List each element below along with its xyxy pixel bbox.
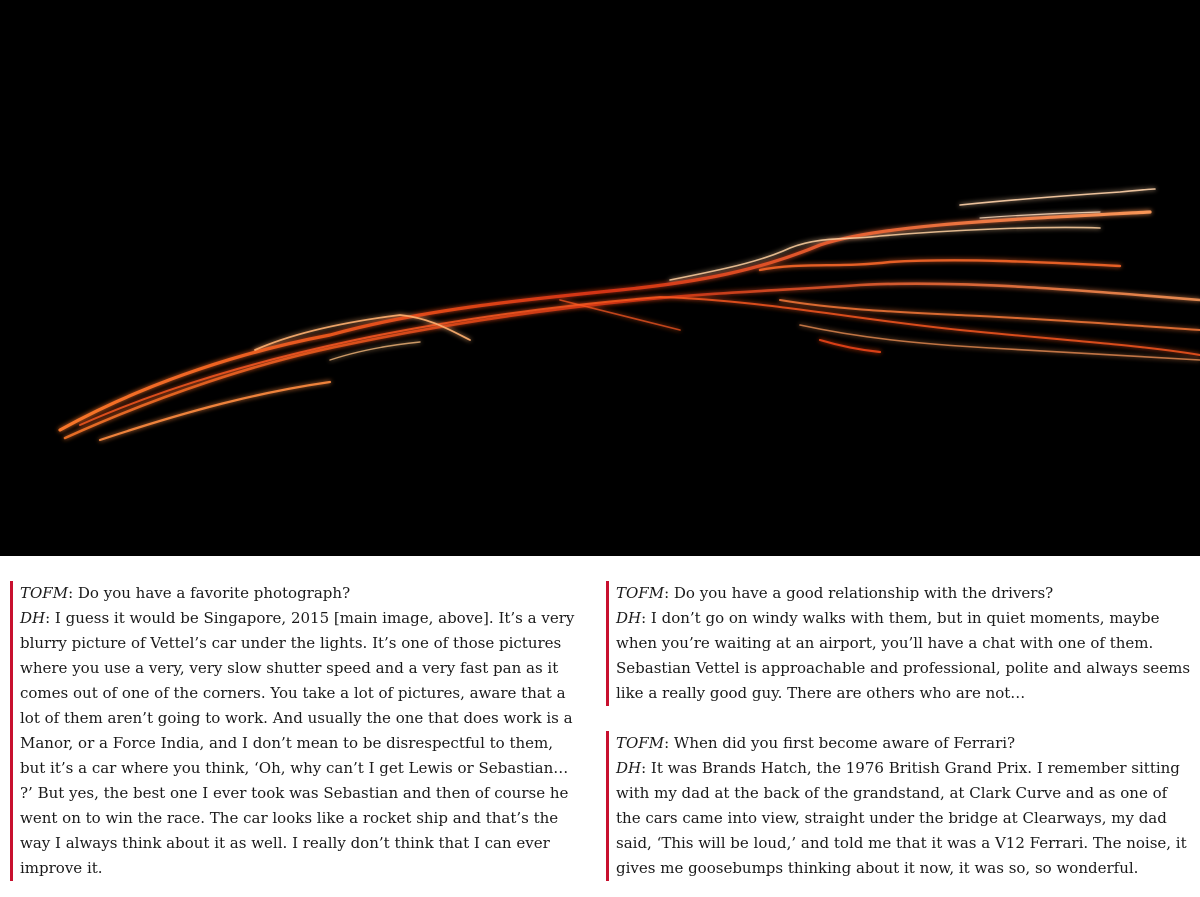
answer [616, 606, 1194, 706]
question-text: : Do you have a good relationship with the drivers? [664, 584, 1054, 602]
interview-exchange [10, 581, 580, 881]
interview-exchange [606, 581, 1194, 706]
question [20, 581, 580, 606]
question-speaker: TOFM [20, 584, 69, 602]
interview-exchange [606, 731, 1194, 881]
interview-column-right [606, 581, 1194, 881]
question-text: : When did you first become aware of Ferrari? [664, 734, 1016, 752]
question [616, 731, 1194, 756]
answer-speaker: DH [616, 759, 642, 777]
question [616, 581, 1194, 606]
answer-text: : I don’t go on windy walks with them, but in quiet moments, maybe when you’re waiting at an airport, you’ll have a chat with one of them. Sebastian Vettel is approachable and professional, polite and always seems like a really good guy. There are others who are not… [616, 609, 1191, 702]
answer [616, 756, 1194, 881]
question-speaker: TOFM [616, 734, 665, 752]
answer-speaker: DH [616, 609, 642, 627]
answer-speaker: DH [20, 609, 46, 627]
answer-text: : It was Brands Hatch, the 1976 British Grand Prix. I remember sitting with my dad at the back of the grandstand, at Clark Curve and as one of the cars came into view, straight under the bridge at Clearways, my dad said, ‘This will be loud,’ and told me that it was a V12 Ferrari. The noise, it gives me goosebumps thinking about it now, it was so, so wonderful. [616, 759, 1187, 877]
interview-column-left [10, 581, 580, 881]
answer-text: : I guess it would be Singapore, 2015 [main image, above]. It’s a very blurry picture of Vettel’s car under the lights. It’s one of those pictures where you use a very, very slow shutter speed and a very fast pan as it comes out of one of the corners. You take a lot of pictures, aware that a lot of them aren’t going to work. And usually the one that does work is a Manor, or a Force India, and I don’t mean to be disrespectful to them, but it’s a car where you think, ‘Oh, why can’t I get Lewis or Sebastian… ?’ But yes, the best one I ever took was Sebastian and then of course he went on to win the race. The car looks like a rocket ship and that’s the way I always think about it as well. I really don’t think that I can ever improve it. [20, 609, 575, 877]
answer [20, 606, 580, 881]
question-text: : Do you have a favorite photograph? [68, 584, 351, 602]
question-speaker: TOFM [616, 584, 665, 602]
